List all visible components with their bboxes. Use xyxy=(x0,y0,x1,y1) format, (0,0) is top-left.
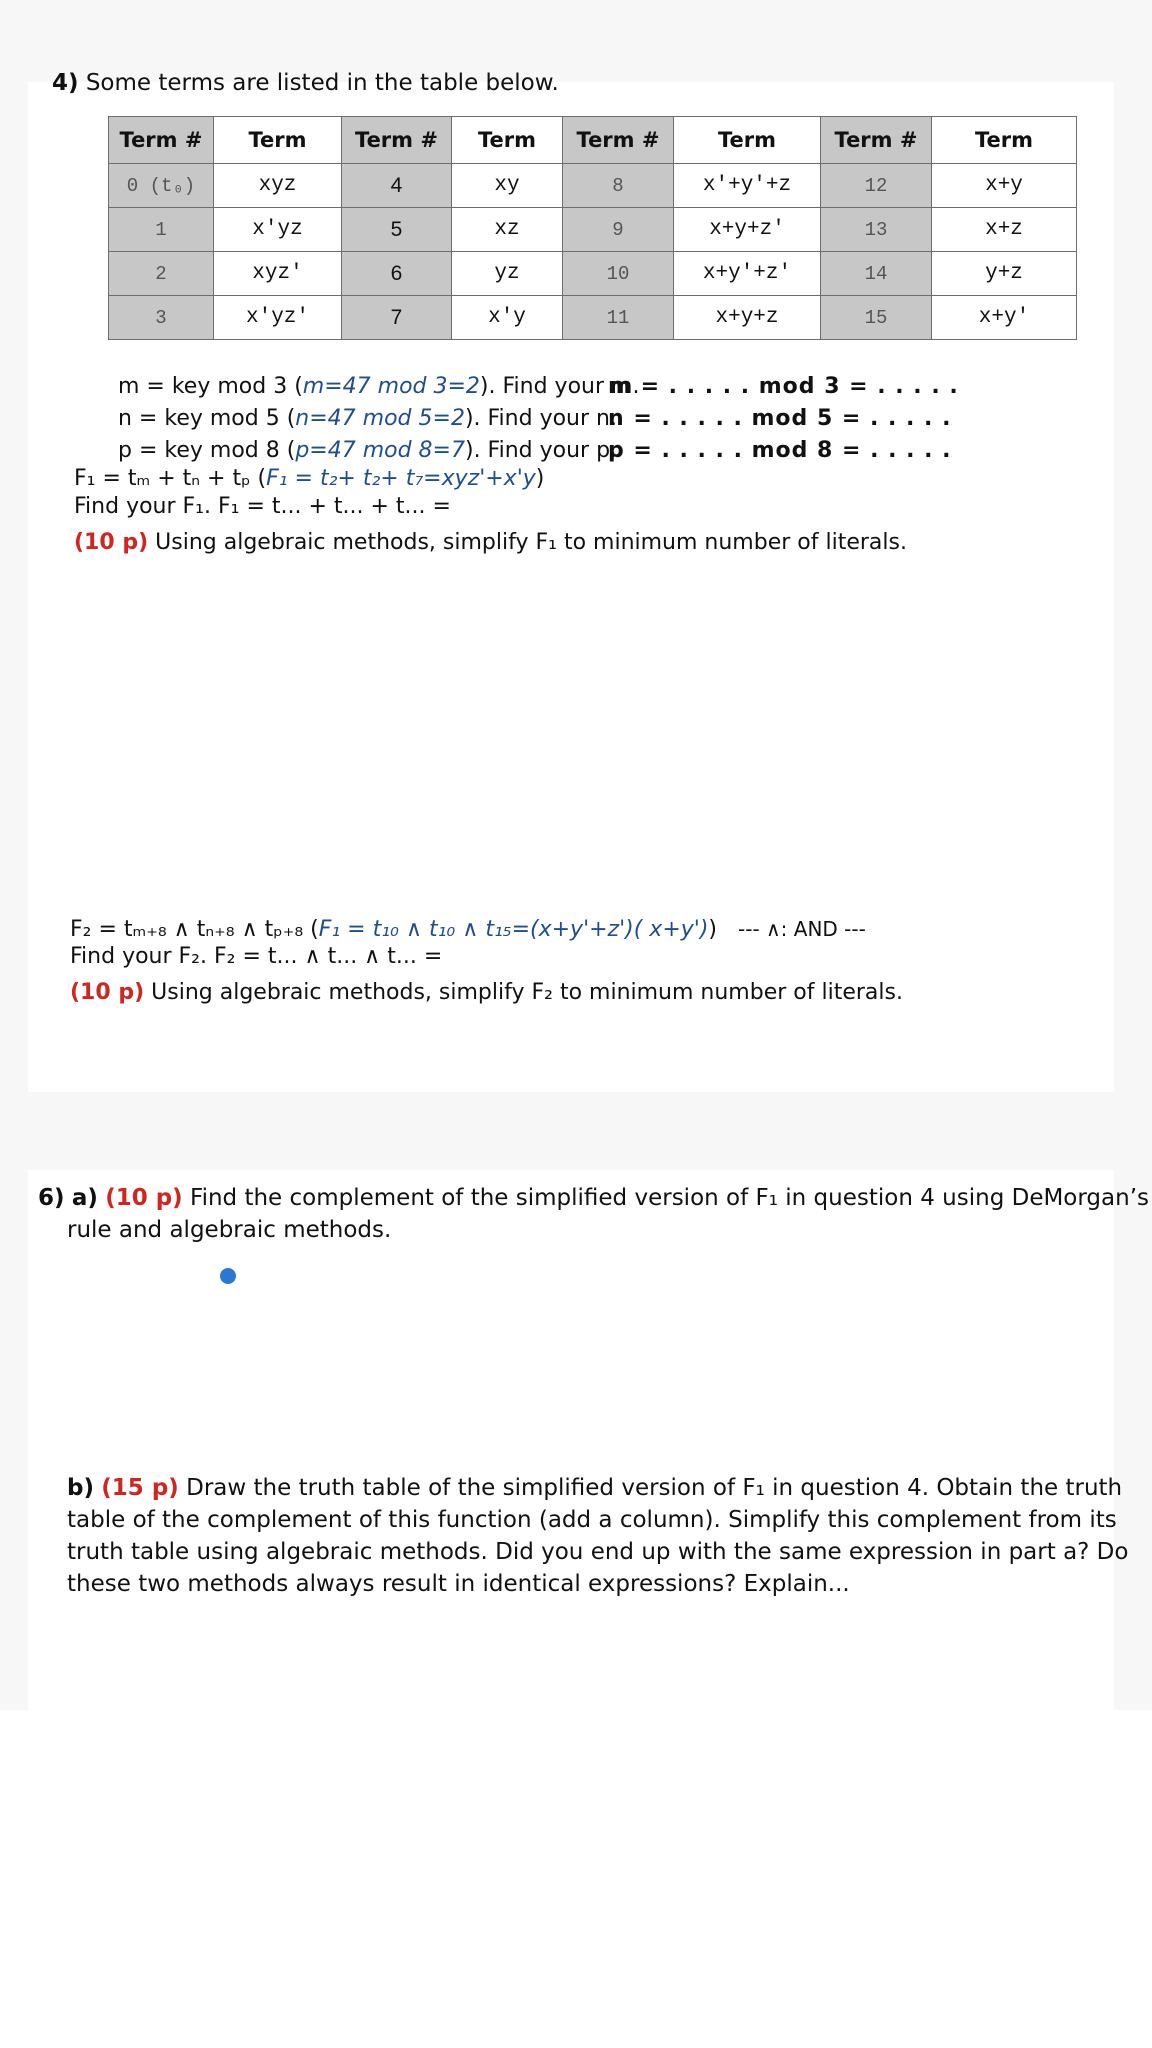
f1-definition-close: ) xyxy=(535,466,545,491)
term-number-cell: 14 xyxy=(821,252,932,296)
table-header-cell: Term xyxy=(214,117,342,164)
p-line-suffix: ). Find your p. xyxy=(464,438,618,463)
question-number: 6) xyxy=(38,1185,65,1211)
points-badge: (10 p) xyxy=(74,530,149,555)
f2-find-line: Find your F₂. F₂ = t... ∧ t... ∧ t... = xyxy=(70,944,443,969)
term-number-cell: 13 xyxy=(821,208,932,252)
question-6-panel xyxy=(28,1170,1114,1710)
f2-definition-close: ) xyxy=(708,917,718,942)
table-header-cell: Term # xyxy=(342,117,452,164)
p-line xyxy=(118,436,617,466)
question-6b xyxy=(67,1472,1127,1600)
question-6a-text-1: Find the complement of the simplified version of F₁ in question 4 using DeMorgan’s xyxy=(190,1185,1149,1211)
term-cell: x+z xyxy=(932,208,1077,252)
points-badge: (15 p) xyxy=(101,1475,179,1501)
question-6b-text-4: these two methods always result in identical expressions? Explain... xyxy=(67,1571,850,1597)
term-cell: x'+y'+z xyxy=(674,164,821,208)
term-cell: yz xyxy=(452,252,563,296)
table-header-cell: Term # xyxy=(821,117,932,164)
term-cell: x+y' xyxy=(932,296,1077,340)
table-row xyxy=(109,296,1077,340)
table-header-cell: Term xyxy=(452,117,563,164)
terms-table xyxy=(108,116,1077,340)
term-cell: xz xyxy=(452,208,563,252)
question-6b-line-1 xyxy=(67,1472,1127,1504)
question-4-heading-text: Some terms are listed in the table below. xyxy=(85,70,559,96)
n-example: n=47 mod 5=2 xyxy=(295,406,465,431)
part-label: a) xyxy=(71,1185,98,1211)
term-cell: x+y xyxy=(932,164,1077,208)
question-6b-text-2: table of the complement of this function (add a column). Simplify this complement from its xyxy=(67,1507,1117,1533)
table-header-row xyxy=(109,117,1077,164)
f1-task-line xyxy=(74,528,907,558)
question-4-heading xyxy=(52,68,559,98)
blank-area xyxy=(0,1710,1152,2048)
term-cell: x+y+z xyxy=(674,296,821,340)
term-number-cell: 11 xyxy=(563,296,674,340)
term-number-cell: 15 xyxy=(821,296,932,340)
f1-definition xyxy=(74,464,544,494)
f2-definition-text: F₂ = tₘ₊₈ ∧ tₙ₊₈ ∧ tₚ₊₈ ( xyxy=(70,917,319,942)
f1-example: F₁ = t₂+ t₂+ t₇=xyz'+x'y xyxy=(266,466,536,491)
n-line xyxy=(118,404,617,434)
m-line-prefix: m = key mod 3 ( xyxy=(118,374,303,399)
and-note: --- ∧: AND --- xyxy=(738,917,866,941)
term-cell: x'yz xyxy=(214,208,342,252)
table-row xyxy=(109,252,1077,296)
term-number-cell: 3 xyxy=(109,296,214,340)
table-row xyxy=(109,164,1077,208)
question-6a xyxy=(38,1182,1149,1246)
n-answer: n = . . . . . mod 5 = . . . . . xyxy=(608,406,952,431)
f1-find-line: Find your F₁. F₁ = t... + t... + t... = xyxy=(74,494,451,519)
f2-definition xyxy=(70,914,866,945)
f2-example: F₁ = t₁₀ ∧ t₁₀ ∧ t₁₅=(x+y'+z')( x+y') xyxy=(318,917,709,942)
term-cell: xy xyxy=(452,164,563,208)
term-cell: x'y xyxy=(452,296,563,340)
part-label: b) xyxy=(67,1475,94,1501)
f2-task-line xyxy=(70,978,903,1008)
m-answer: m = . . . . . mod 3 = . . . . . xyxy=(608,374,959,399)
term-number-cell: 7 xyxy=(342,296,452,340)
term-number-cell: 8 xyxy=(563,164,674,208)
term-number-cell: 9 xyxy=(563,208,674,252)
blue-dot-marker xyxy=(220,1268,236,1284)
f1-definition-text: F₁ = tₘ + tₙ + tₚ ( xyxy=(74,466,267,491)
term-cell: y+z xyxy=(932,252,1077,296)
term-number-cell: 4 xyxy=(342,164,452,208)
term-number-cell: 2 xyxy=(109,252,214,296)
question-6a-line-1 xyxy=(38,1182,1149,1214)
m-example: m=47 mod 3=2 xyxy=(302,374,480,399)
table-row xyxy=(109,208,1077,252)
question-number: 4) xyxy=(52,70,79,96)
points-badge: (10 p) xyxy=(70,980,145,1005)
question-6b-text-3: truth table using algebraic methods. Did you end up with the same expression in part a? Do xyxy=(67,1539,1129,1565)
term-number-cell: 5 xyxy=(342,208,452,252)
n-line-prefix: n = key mod 5 ( xyxy=(118,406,296,431)
question-6a-text-2: rule and algebraic methods. xyxy=(67,1217,392,1243)
f1-task-text: Using algebraic methods, simplify F₁ to minimum number of literals. xyxy=(155,530,907,555)
term-cell: x+y+z' xyxy=(674,208,821,252)
question-6b-text-1: Draw the truth table of the simplified version of F₁ in question 4. Obtain the truth xyxy=(186,1475,1123,1501)
table-header-cell: Term xyxy=(932,117,1077,164)
term-cell: x+y'+z' xyxy=(674,252,821,296)
term-number-cell: 12 xyxy=(821,164,932,208)
term-number-cell: 1 xyxy=(109,208,214,252)
term-cell: x'yz' xyxy=(214,296,342,340)
points-badge: (10 p) xyxy=(105,1185,183,1211)
table-header-cell: Term xyxy=(674,117,821,164)
table-header-cell: Term # xyxy=(563,117,674,164)
p-line-prefix: p = key mod 8 ( xyxy=(118,438,296,463)
m-line xyxy=(118,372,639,402)
f2-task-text: Using algebraic methods, simplify F₂ to minimum number of literals. xyxy=(151,980,903,1005)
m-line-suffix: ). Find your m. xyxy=(479,374,640,399)
p-answer: p = . . . . . mod 8 = . . . . . xyxy=(608,438,952,463)
term-number-cell: 0 (t₀) xyxy=(109,164,214,208)
table-header-cell: Term # xyxy=(109,117,214,164)
term-number-cell: 6 xyxy=(342,252,452,296)
term-number-cell: 10 xyxy=(563,252,674,296)
term-cell: xyz' xyxy=(214,252,342,296)
p-example: p=47 mod 8=7 xyxy=(295,438,465,463)
term-cell: xyz xyxy=(214,164,342,208)
n-line-suffix: ). Find your n. xyxy=(464,406,617,431)
